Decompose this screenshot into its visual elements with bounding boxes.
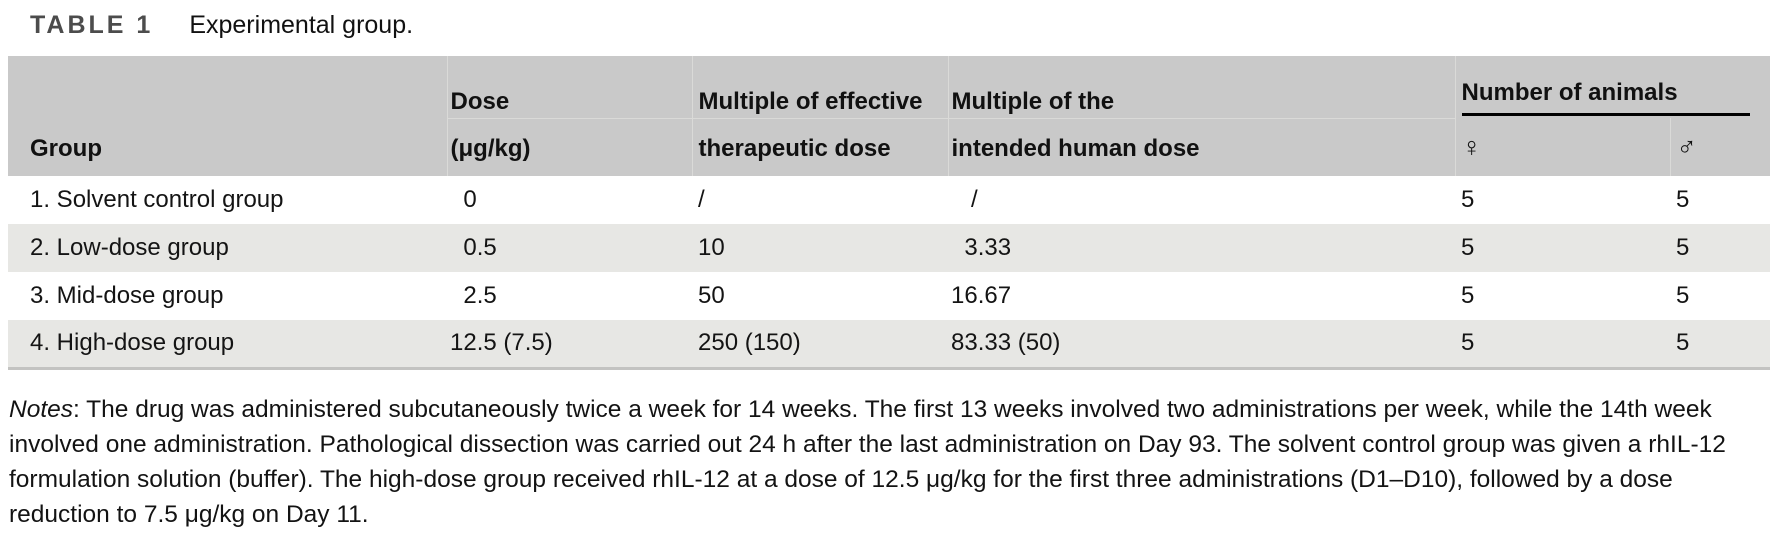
cell-mult-eff: 10 [692,224,948,272]
header-mult-effective-line2: therapeutic dose [692,118,948,176]
cell-group: 2. Low-dose group [8,224,447,272]
table-caption [0,0,1780,42]
table-header [8,56,1770,176]
header-mult-human-line2: intended human dose [948,118,1455,176]
header-mult-human-line1: Multiple of the [948,56,1455,118]
cell-group: 4. High-dose group [8,320,447,368]
table-row [8,320,1770,368]
header-spacer-group [8,56,447,118]
table-caption-text: Experimental group. [189,11,414,39]
cell-mult-human: 16.67 [948,272,1455,320]
cell-female: 5 [1455,224,1670,272]
cell-male: 5 [1670,320,1770,368]
male-symbol-icon: ♂ [1670,118,1770,176]
header-dose-line1: Dose [447,56,692,118]
cell-dose: 12.5 (7.5) [447,320,692,368]
cell-female: 5 [1455,272,1670,320]
experimental-group-table [8,56,1770,370]
table-notes [9,392,1759,532]
cell-mult-eff: 250 (150) [692,320,948,368]
cell-dose: 2.5 [447,272,692,320]
cell-female: 5 [1455,320,1670,368]
header-row-bottom [8,118,1770,176]
header-mult-effective-line1: Multiple of effective [692,56,948,118]
cell-mult-human: / [948,176,1455,224]
table-row [8,272,1770,320]
cell-male: 5 [1670,272,1770,320]
notes-text: : The drug was administered subcutaneously twice a week for 14 weeks. The first 13 weeks involved two administrations per week, while the 14th week involved one administration. Pathological dissection was carried out 24 h after the last administration on Day 93. The solvent control group was given a rhIL-12 formulation solution (buffer). The high-dose group received rhIL-12 at a dose of 12.5 μg/kg for the first three administrations (D1–D10), followed by a dose reduction to 7.5 μg/kg on Day 11. [9,395,1726,528]
cell-group: 3. Mid-dose group [8,272,447,320]
table-row [8,176,1770,224]
cell-male: 5 [1670,224,1770,272]
header-dose-line2: (μg/kg) [447,118,692,176]
number-of-animals-label: Number of animals [1462,79,1751,116]
cell-group: 1. Solvent control group [8,176,447,224]
cell-male: 5 [1670,176,1770,224]
header-number-of-animals [1455,56,1770,118]
female-symbol-icon: ♀ [1455,118,1670,176]
table-body [8,176,1770,368]
cell-female: 5 [1455,176,1670,224]
notes-label: Notes [9,395,74,423]
table-number-label: TABLE 1 [30,11,154,39]
cell-mult-eff: 50 [692,272,948,320]
cell-mult-human: 3.33 [948,224,1455,272]
cell-dose: 0.5 [447,224,692,272]
cell-dose: 0 [447,176,692,224]
header-group: Group [8,118,447,176]
cell-mult-eff: / [692,176,948,224]
header-row-top [8,56,1770,118]
cell-mult-human: 83.33 (50) [948,320,1455,368]
table-row [8,224,1770,272]
